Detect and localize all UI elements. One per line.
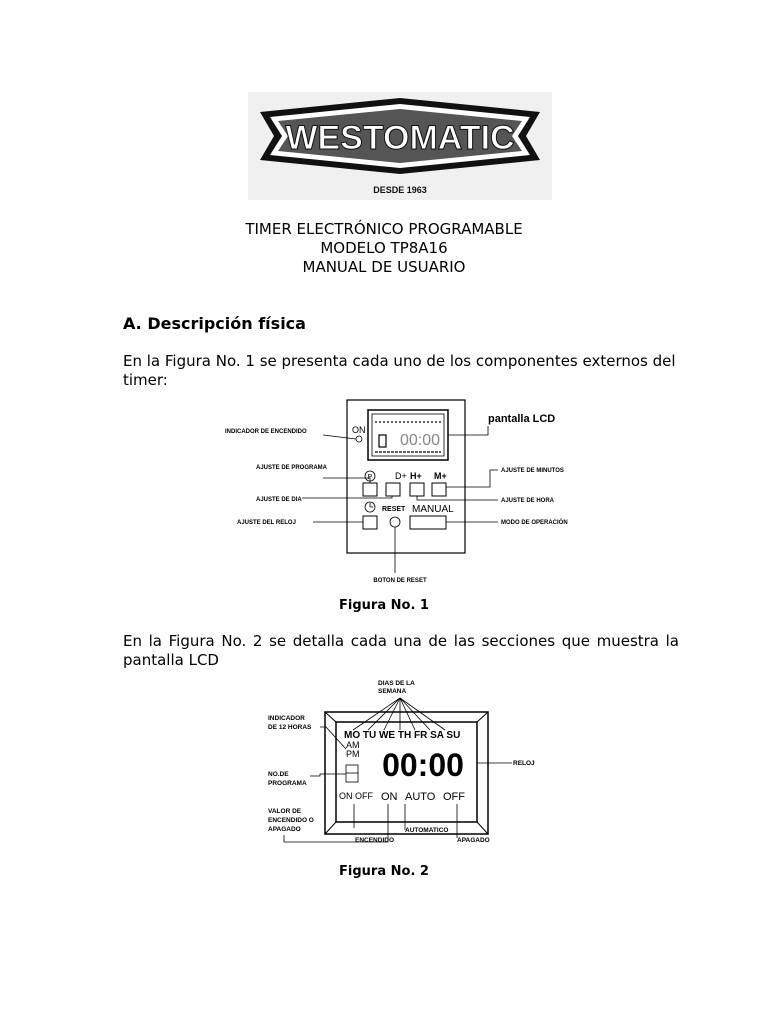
label-days-line2: SEMANA	[378, 688, 407, 695]
lcd-on: ON	[381, 791, 398, 803]
label-clock: AJUSTE DEL RELOJ	[237, 520, 296, 526]
label-day: AJUSTE DE DIA	[256, 497, 302, 503]
lcd-days: MO TU WE TH FR SA SU	[344, 730, 461, 741]
lcd-auto: AUTO	[405, 791, 436, 803]
lcd-am: AM	[346, 740, 360, 750]
figure-2-caption: Figura No. 2	[339, 864, 429, 879]
lcd-time: 00:00	[382, 747, 464, 783]
manual-label: MANUAL	[412, 504, 454, 515]
days-leaders	[353, 698, 445, 730]
doc-title-line3: MANUAL DE USUARIO	[302, 258, 466, 276]
day-button[interactable]	[386, 483, 400, 496]
minute-button[interactable]	[432, 483, 446, 496]
label-clock: RELOJ	[513, 760, 535, 767]
on-indicator-led	[356, 436, 362, 442]
label-val-line3: APAGADO	[268, 826, 301, 833]
reset-button[interactable]	[390, 517, 400, 527]
label-power-indicator: INDICADOR DE ENCENDIDO	[225, 429, 307, 435]
label-val-line1: VALOR DE	[268, 808, 302, 815]
label-on: ENCENDIDO	[355, 837, 395, 844]
doc-title-line2: MODELO TP8A16	[320, 239, 448, 257]
figure-1	[220, 395, 580, 590]
lcd-time-small: 00:00	[399, 432, 441, 449]
westomatic-logo	[248, 92, 552, 200]
btn-d-label: D+	[395, 471, 407, 481]
clock-button[interactable]	[363, 516, 377, 529]
label-days-line1: DIAS DE LA	[378, 680, 415, 687]
label-prog-line1: NO.DE	[268, 771, 289, 778]
label-lcd: pantalla LCD	[488, 413, 556, 425]
figure-1-caption: Figura No. 1	[339, 598, 429, 613]
section-a-intro: En la Figura No. 1 se presenta cada uno de los componentes externos del timer:	[123, 352, 676, 389]
label-prog-line2: PROGRAMA	[268, 780, 307, 787]
lcd-program-digit	[346, 765, 358, 782]
program-symbol: P	[367, 474, 373, 481]
label-hour: AJUSTE DE HORA	[501, 498, 555, 504]
label-auto: AUTOMATICO	[405, 827, 449, 834]
reset-label: RESET	[382, 506, 406, 513]
logo-since: DESDE 1963	[373, 185, 427, 195]
hour-button[interactable]	[410, 483, 424, 496]
label-val-line2: ENCENDIDO O	[268, 817, 314, 824]
btn-h-label: H+	[410, 471, 422, 481]
label-mode: MODO DE OPERACIÓN	[501, 520, 568, 526]
lcd-off: OFF	[443, 791, 465, 803]
on-indicator-label: ON	[352, 425, 366, 435]
btn-m-label: M+	[434, 471, 447, 481]
label-12h-line1: INDICADOR	[268, 715, 305, 722]
label-off: APAGADO	[457, 837, 490, 844]
figure-2	[260, 672, 540, 852]
figure-2-intro: En la Figura No. 2 se detalla cada una de las secciones que muestra la pantalla LCD	[123, 632, 679, 669]
section-a-heading: A. Descripción física	[123, 314, 306, 333]
program-button[interactable]	[363, 483, 377, 496]
lcd-pm: PM	[346, 749, 360, 759]
doc-title-line1: TIMER ELECTRÓNICO PROGRAMABLE	[245, 220, 523, 238]
label-minutes: AJUSTE DE MINUTOS	[501, 468, 564, 474]
label-program: AJUSTE DE PROGRAMA	[256, 465, 328, 471]
lcd-on-off: ON OFF	[339, 791, 373, 801]
manual-button[interactable]	[410, 516, 446, 529]
label-reset: BOTON DE RESET	[373, 578, 427, 584]
logo-brand: WESTOMATIC	[285, 119, 515, 157]
label-12h-line2: DE 12 HORAS	[268, 724, 312, 731]
